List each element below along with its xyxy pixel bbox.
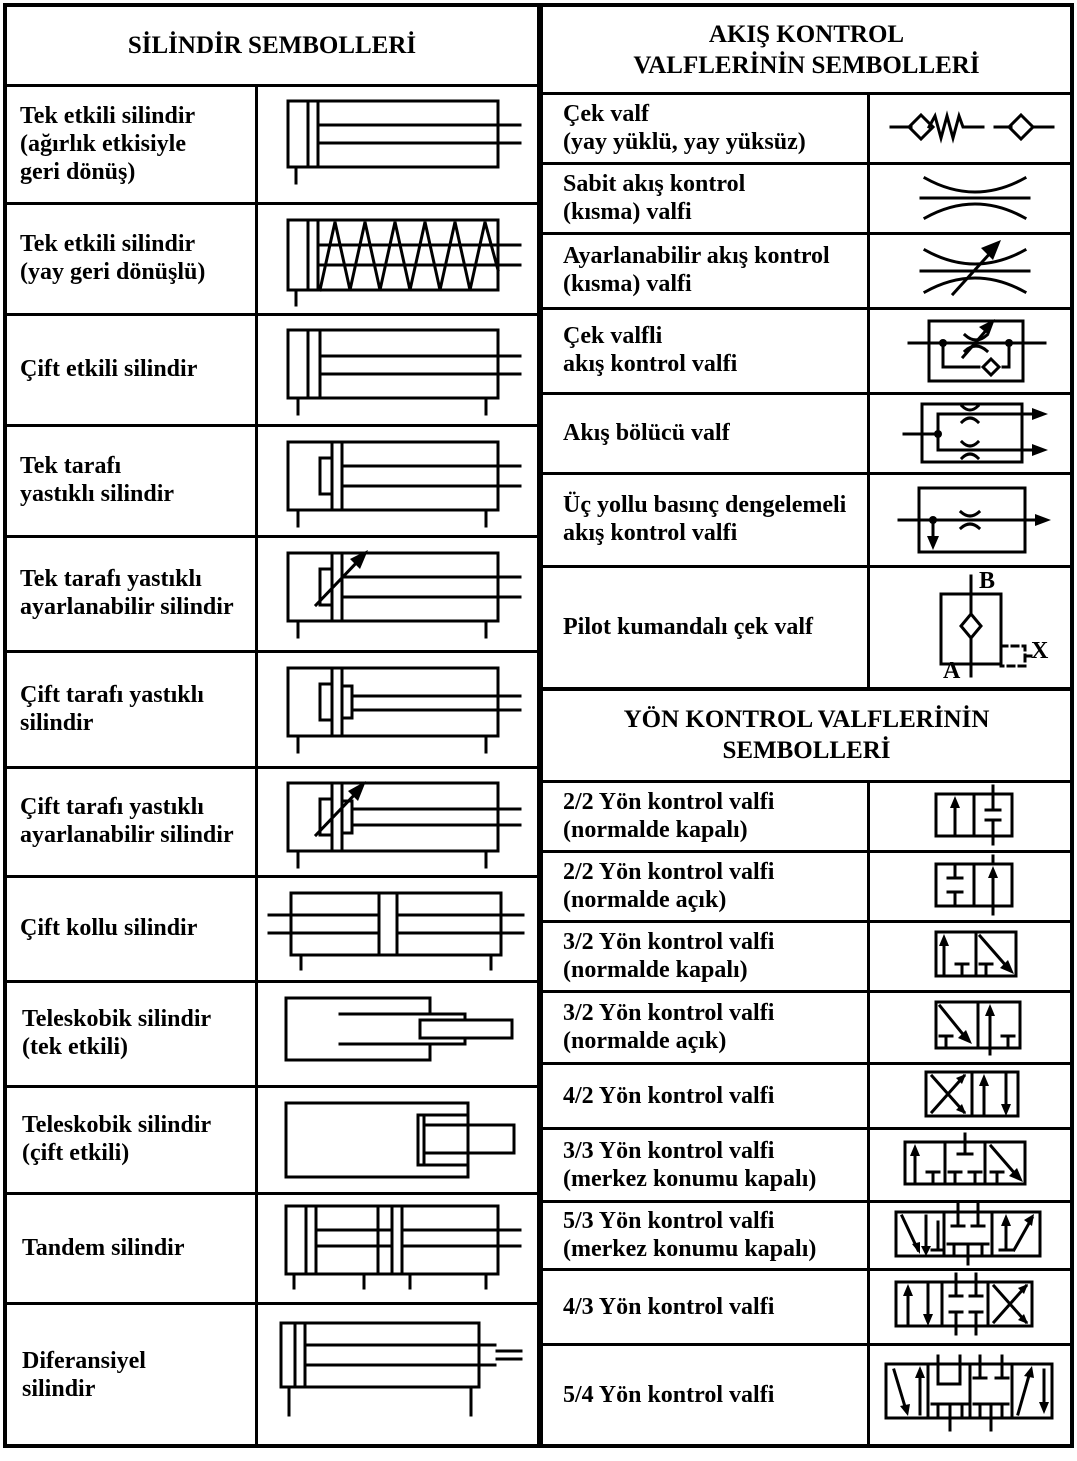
cylinder-symbols-header: SİLİNDİR SEMBOLLERİ bbox=[127, 31, 417, 59]
double-acting-cylinder-icon bbox=[280, 322, 530, 422]
double-rod-cylinder-icon bbox=[265, 883, 530, 978]
valve-2-2-normally-open-icon bbox=[930, 856, 1025, 916]
flow-control-header: AKIŞ KONTROL VALFLERİNİN SEMBOLLERİ bbox=[633, 21, 980, 79]
single-acting-cylinder-gravity-return-icon bbox=[280, 95, 530, 195]
cylinder-label-2: Tek etkili silindir (yay geri dönüşlü) bbox=[20, 231, 206, 285]
differential-cylinder-icon bbox=[275, 1315, 530, 1430]
valve-4-2-icon bbox=[920, 1066, 1025, 1122]
cylinder-label-6: Çift tarafı yastıklı silindir bbox=[20, 681, 204, 736]
port-a-label: A bbox=[943, 658, 961, 684]
valve-3-2-normally-closed-icon bbox=[930, 926, 1025, 986]
cylinder-label-7: Çift tarafı yastıklı ayarlanabilir silindir bbox=[20, 794, 234, 848]
directional-control-header: YÖN KONTROL VALFLERİNİN SEMBOLLERİ bbox=[623, 706, 990, 764]
double-adjustable-cushioned-cylinder-icon bbox=[280, 775, 530, 875]
dir-label-8: 4/3 Yön kontrol valfi bbox=[563, 1293, 775, 1320]
cylinder-label-8: Çift kollu silindir bbox=[20, 915, 198, 941]
flow-label-2: Sabit akış kontrol (kısma) valfi bbox=[563, 171, 746, 225]
single-cushioned-cylinder-icon bbox=[280, 434, 530, 534]
tandem-cylinder-icon bbox=[280, 1200, 530, 1295]
flow-label-4: Çek valfli akış kontrol valfi bbox=[563, 323, 738, 377]
one-way-flow-control-valve-icon bbox=[905, 315, 1050, 387]
flow-label-3: Ayarlanabilir akış kontrol (kısma) valfi bbox=[563, 243, 830, 297]
valve-5-4-icon bbox=[880, 1350, 1060, 1438]
cylinder-label-3: Çift etkili silindir bbox=[20, 356, 198, 382]
dir-label-3: 3/2 Yön kontrol valfi (normalde kapalı) bbox=[563, 929, 775, 983]
port-x-label: X bbox=[1031, 638, 1049, 664]
port-b-label: B bbox=[979, 568, 996, 594]
cylinder-label-1: Tek etkili silindir (ağırlık etkisiyle geri dönüş) bbox=[20, 103, 196, 185]
directional-column-divider bbox=[867, 780, 870, 1446]
dir-label-5: 4/2 Yön kontrol valfi bbox=[563, 1082, 775, 1109]
check-valve-icon bbox=[885, 100, 1065, 155]
flow-label-6: Üç yollu basınç dengelemeli akış kontrol valfi bbox=[563, 492, 847, 546]
dir-label-2: 2/2 Yön kontrol valfi (normalde açık) bbox=[563, 859, 775, 913]
valve-3-2-normally-open-icon bbox=[930, 996, 1025, 1056]
cylinder-label-4: Tek tarafı yastıklı silindir bbox=[20, 453, 175, 507]
cylinder-column-divider bbox=[255, 84, 258, 1446]
double-cushioned-cylinder-icon bbox=[280, 660, 530, 760]
cylinder-label-12: Diferansiyel silindir bbox=[22, 1348, 146, 1402]
telescopic-cylinder-double-acting-icon bbox=[280, 1095, 530, 1190]
valve-2-2-normally-closed-icon bbox=[930, 786, 1025, 846]
cylinder-label-11: Tandem silindir bbox=[22, 1234, 185, 1261]
telescopic-cylinder-single-acting-icon bbox=[280, 990, 530, 1080]
flow-label-5: Akış bölücü valf bbox=[563, 420, 730, 446]
valve-3-3-closed-center-icon bbox=[895, 1132, 1035, 1196]
flow-label-7: Pilot kumandalı çek valf bbox=[563, 614, 814, 640]
three-way-pressure-compensated-flow-valve-icon bbox=[895, 482, 1055, 558]
single-adjustable-cushioned-cylinder-icon bbox=[280, 545, 530, 645]
flow-divider-valve-icon bbox=[900, 400, 1050, 468]
dir-label-7: 5/3 Yön kontrol valfi (merkez konumu kapalı) bbox=[563, 1208, 817, 1262]
single-acting-cylinder-spring-return-icon bbox=[280, 210, 530, 310]
dir-label-4: 3/2 Yön kontrol valfi (normalde açık) bbox=[563, 1000, 775, 1054]
valve-5-3-closed-center-icon bbox=[890, 1202, 1045, 1266]
cylinder-label-10: Teleskobik silindir (çift etkili) bbox=[22, 1112, 212, 1166]
flow-label-1: Çek valf (yay yüklü, yay yüksüz) bbox=[563, 101, 806, 155]
cylinder-label-9: Teleskobik silindir (tek etkili) bbox=[22, 1006, 212, 1060]
flow-column-divider bbox=[867, 92, 870, 688]
valve-4-3-icon bbox=[890, 1272, 1040, 1338]
adjustable-throttle-valve-icon bbox=[915, 236, 1035, 302]
fixed-throttle-valve-icon bbox=[915, 170, 1035, 225]
cylinder-label-5: Tek tarafı yastıklı ayarlanabilir silindir bbox=[20, 566, 234, 620]
pilot-operated-check-valve-icon bbox=[935, 570, 1055, 682]
dir-label-1: 2/2 Yön kontrol valfi (normalde kapalı) bbox=[563, 789, 775, 843]
dir-label-9: 5/4 Yön kontrol valfi bbox=[563, 1382, 775, 1408]
dir-label-6: 3/3 Yön kontrol valfi (merkez konumu kapalı) bbox=[563, 1137, 817, 1192]
